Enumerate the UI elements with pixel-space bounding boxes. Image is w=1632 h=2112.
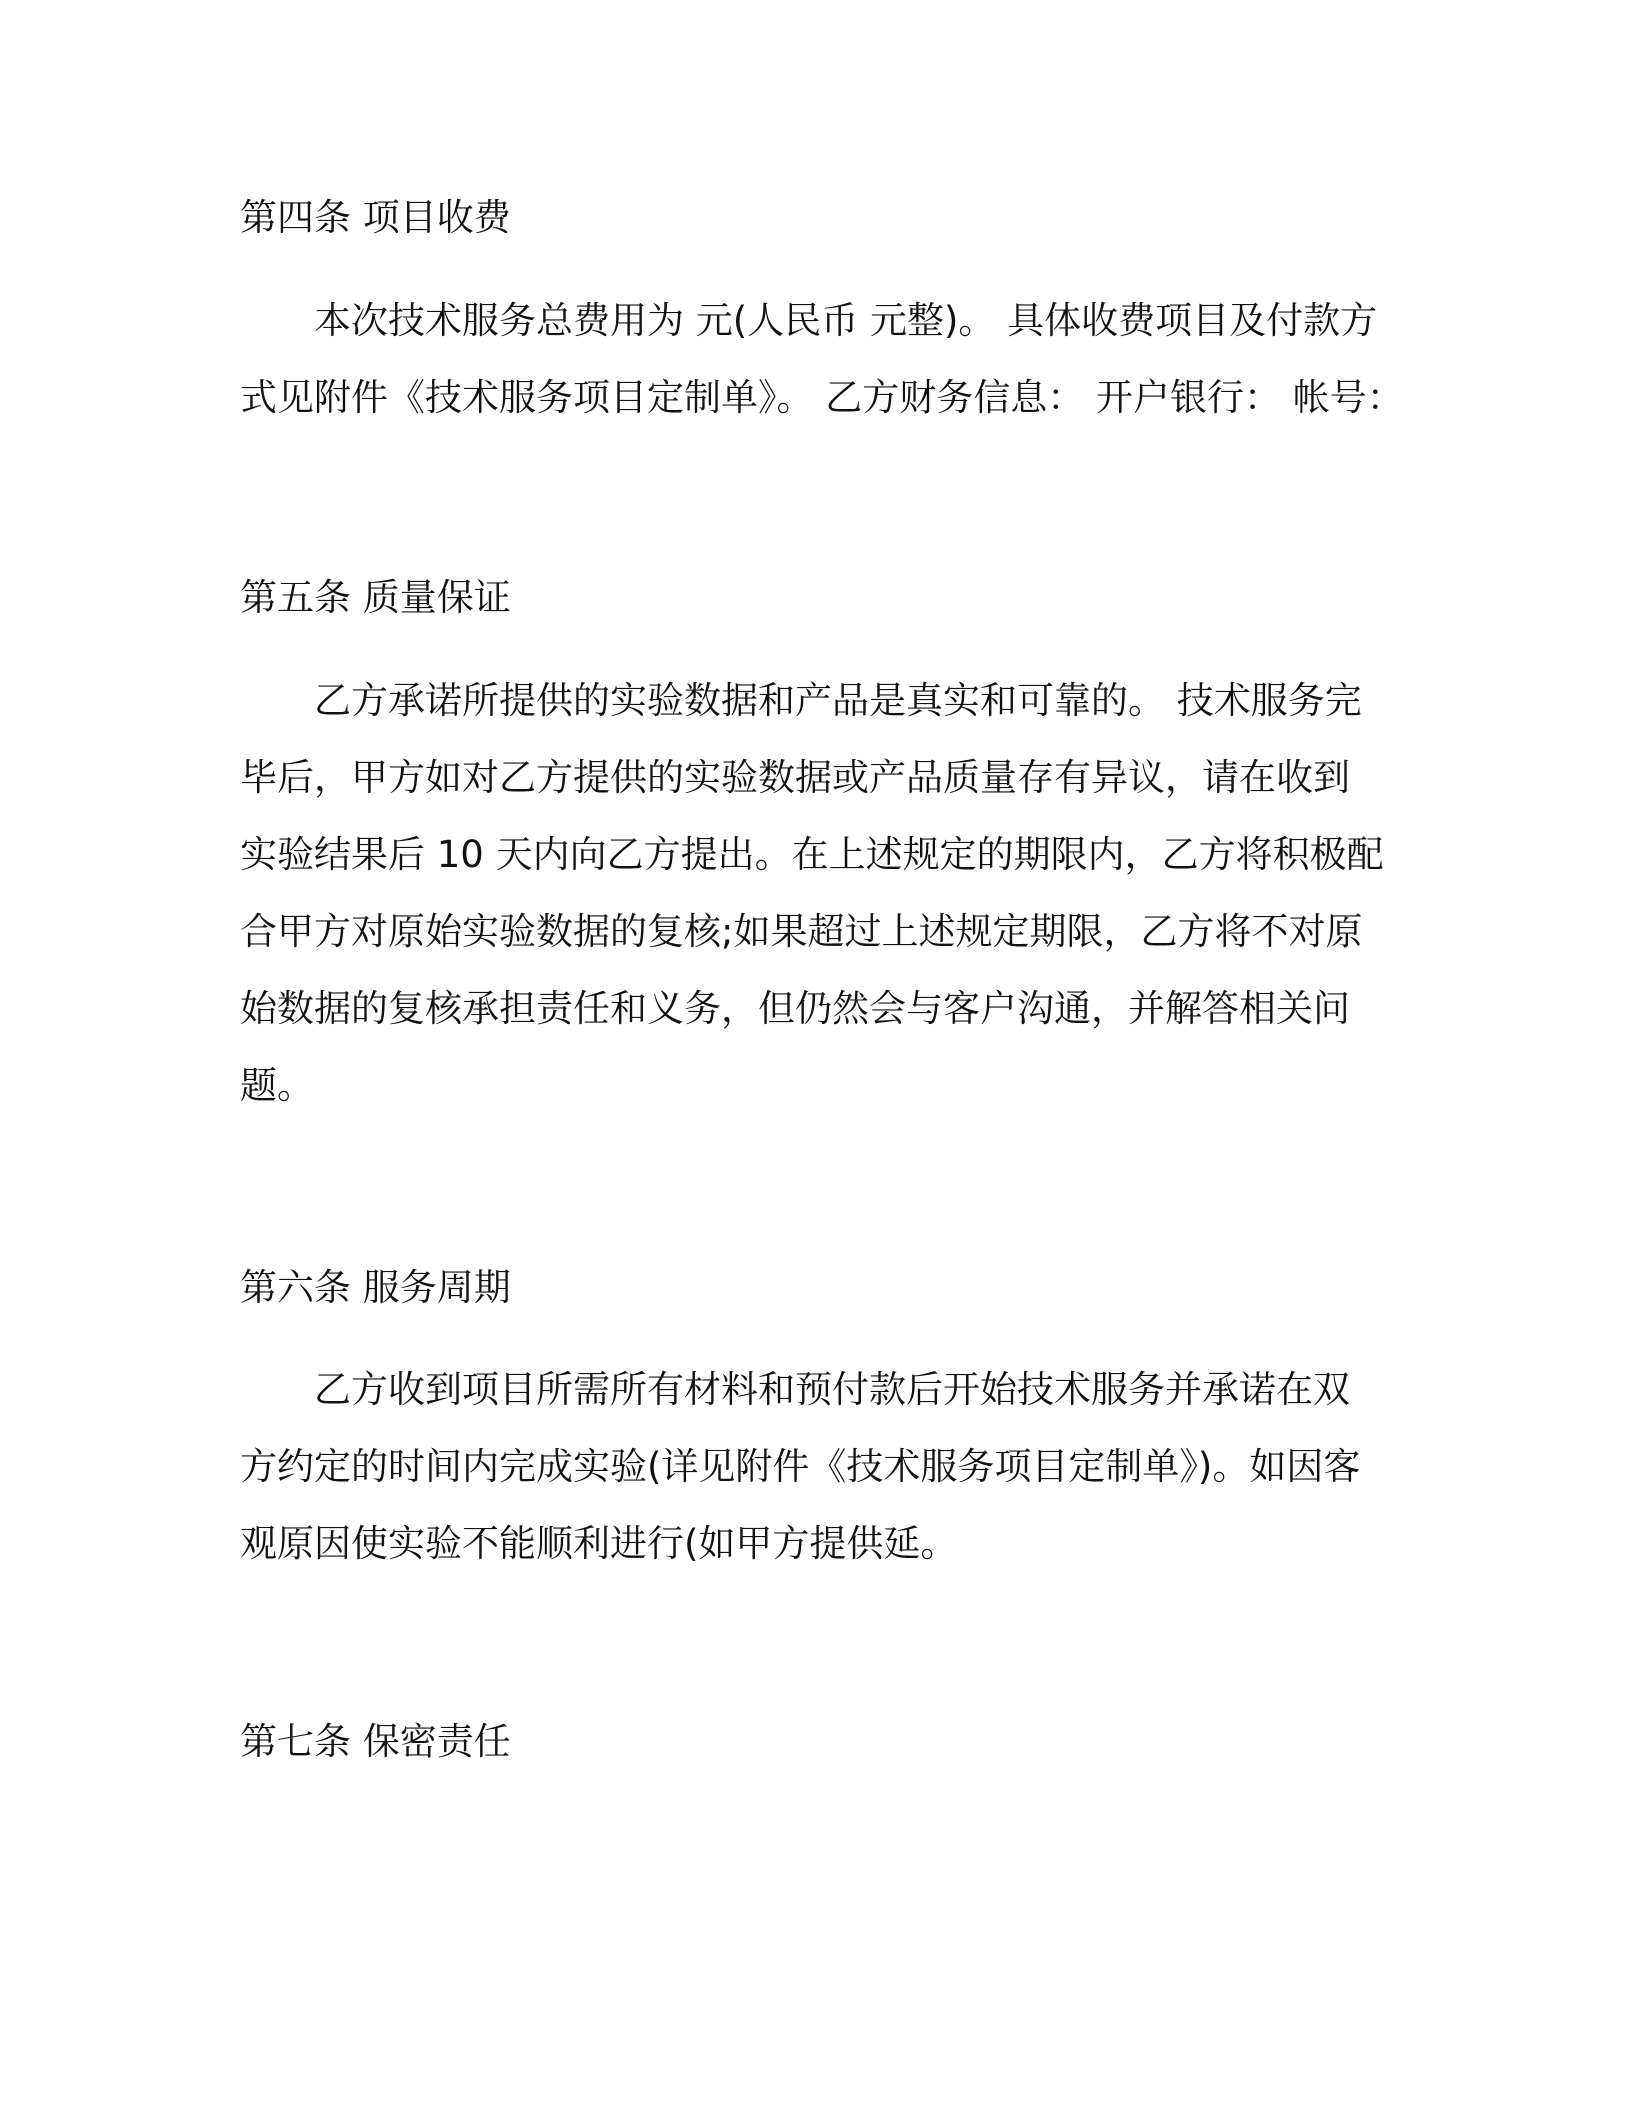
paragraph-line: 观原因使实验不能顺利进行(如甲方提供延。 — [240, 1522, 958, 1565]
section-heading-project-fees: 第四条 项目收费 — [240, 196, 511, 239]
paragraph-line: 合甲方对原始实验数据的复核;如果超过上述规定期限，乙方将不对原 — [240, 910, 1363, 953]
section-paragraph-project-fees — [240, 282, 1420, 436]
paragraph-line: 毕后，甲方如对乙方提供的实验数据或产品质量存有异议，请在收到 — [240, 756, 1350, 799]
paragraph-line: 式见附件《技术服务项目定制单》。 乙方财务信息： 开户银行： 帐号： — [240, 376, 1404, 419]
paragraph-line: 方约定的时间内完成实验(详见附件《技术服务项目定制单》)。如因客 — [240, 1445, 1361, 1488]
paragraph-line: 实验结果后 10 天内向乙方提出。在上述规定的期限内，乙方将积极配 — [240, 833, 1384, 876]
paragraph-line: 乙方承诺所提供的实验数据和产品是真实和可靠的。 技术服务完 — [314, 679, 1362, 722]
section-heading-quality-assurance: 第五条 质量保证 — [240, 576, 511, 619]
paragraph-line: 题。 — [240, 1064, 314, 1107]
paragraph-line: 乙方收到项目所需所有材料和预付款后开始技术服务并承诺在双 — [314, 1368, 1350, 1411]
section-heading-service-period: 第六条 服务周期 — [240, 1266, 511, 1309]
section-heading-confidentiality: 第七条 保密责任 — [240, 1720, 511, 1763]
paragraph-line: 始数据的复核承担责任和义务，但仍然会与客户沟通，并解答相关问 — [240, 987, 1350, 1030]
paragraph-line: 本次技术服务总费用为 元(人民币 元整)。 具体收费项目及付款方 — [314, 299, 1378, 342]
section-paragraph-quality-assurance — [240, 662, 1420, 1124]
section-paragraph-service-period — [240, 1351, 1420, 1582]
